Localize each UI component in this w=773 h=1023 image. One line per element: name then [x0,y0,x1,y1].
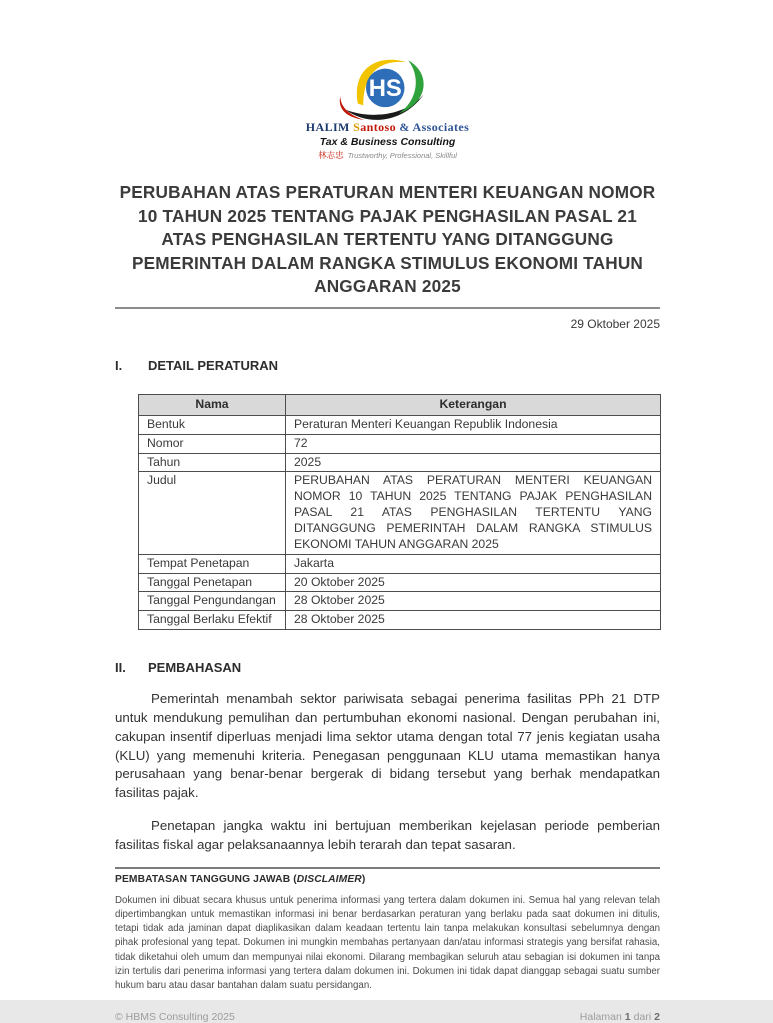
table-row: Tahun 2025 [139,453,661,472]
table-header-row [139,394,661,415]
section-2-heading [115,660,660,675]
section-1-number: I. [115,357,123,373]
company-tagline: Tax & Business Consulting [319,136,456,148]
section-2-title: PEMBAHASAN [148,660,242,676]
disclaimer-block [115,867,660,994]
page-number-indicator: Halaman 1 dari 2 [579,1010,660,1023]
disclaimer-body: Dokumen ini dibuat secara khusus untuk penerima informasi yang tertera dalam dokumen ini. Semua hal yang relevan telah dipertimbangkan untuk memastikan informasi ini benar berdasarkan peraturan yang berlaku pada saat dokumen ini ditulis, tetapi tidak ada jaminan dapat diaplikasikan dalam keadaan tertentu lain tanpa melakukan konsultasi sebelumnya dengan pihak profesional yang tepat. Dokumen ini mungkin membahas pertanyaan dan/atau informasi strategis yang bersifat rahasia, tidak diketahui oleh umum dan mempunyai nilai ekonomi. Dilarang membagikan seluruh atau sebagian isi dokumen ini tanpa izin tertulis dari penerima informasi yang tertera dalam dokumen ini. Dokumen ini tidak dapat dianggap sebagai suatu sumber hukum baru atau dasar bantahan dalam suatu persidangan. [115,894,660,992]
discussion-paragraph-2: Penetapan jangka waktu ini bertujuan memberikan kejelasan periode pemberian fasilitas fiskal agar pelaksanaannya lebih terarah dan tepat sasaran. [115,817,660,852]
column-header-keterangan: Keterangan [286,394,661,415]
section-2-number: II. [115,660,126,676]
regulation-detail-table [138,394,661,630]
discussion-paragraph-1: Pemerintah menambah sektor pariwisata sebagai penerima fasilitas PPh 21 DTP untuk mendukung pemulihan dan pertumbuhan ekonomi nasional. Dengan perubahan ini, cakupan insentif diperluas menjadi lima sektor utama dengan total 77 jenis kegiatan usaha (KLU) yang memenuhi kriteria. Penegasan penggunaan KLU utama memastikan hanya perusahaan yang benar-benar bergerak di bidang tersebut yang berhak mendapatkan fasilitas pajak. [115,691,660,801]
company-logo-block [115,0,660,160]
table-row: Tempat Penetapan Jakarta [139,554,661,573]
table-row: Judul PERUBAHAN ATAS PERATURAN MENTERI KEUANGAN NOMOR 10 TAHUN 2025 TENTANG PAJAK PENGHASILAN PASAL 21 ATAS PENGHASILAN TERTENTU YANG DITANGGUNG PEMERINTAH DALAM RANGKA STIMULUS EKONOMI TAHUN ANGGARAN 2025 [139,472,661,554]
company-name: HALIM Santoso & Associates [305,120,470,134]
chinese-characters: 林志忠 [318,150,344,160]
document-title: PERUBAHAN ATAS PERATURAN MENTERI KEUANGAN NOMOR 10 TAHUN 2025 TENTANG PAJAK PENGHASILAN PASAL 21 ATAS PENGHASILAN TERTENTU YANG DITANGGUNG PEMERINTAH DALAM RANGKA STIMULUS EKONOMI TAHUN ANGGARAN 2025 [115,181,660,309]
table-row: Bentuk Peraturan Menteri Keuangan Republik Indonesia [139,415,661,434]
page-footer [115,1011,660,1023]
section-1-title: DETAIL PERATURAN [148,357,278,373]
document-date: 29 Oktober 2025 [570,316,660,331]
table-row: Tanggal Berlaku Efektif 28 Oktober 2025 [139,611,661,630]
column-header-nama: Nama [139,394,286,415]
company-motto: 林志忠 Trustworthy, Professional, Skillful [318,150,457,160]
disclaimer-heading: PEMBATASAN TANGGUNG JAWAB (DISCLAIMER) [115,873,366,885]
table-row: Tanggal Penetapan 20 Oktober 2025 [139,573,661,592]
table-row: Tanggal Pengundangan 28 Oktober 2025 [139,592,661,611]
logo-monogram: HS [368,75,402,103]
section-1-heading [115,358,660,373]
company-logo-icon [329,54,447,120]
table-row: Nomor 72 [139,434,661,453]
copyright-text: © HBMS Consulting 2025 [115,1010,235,1023]
